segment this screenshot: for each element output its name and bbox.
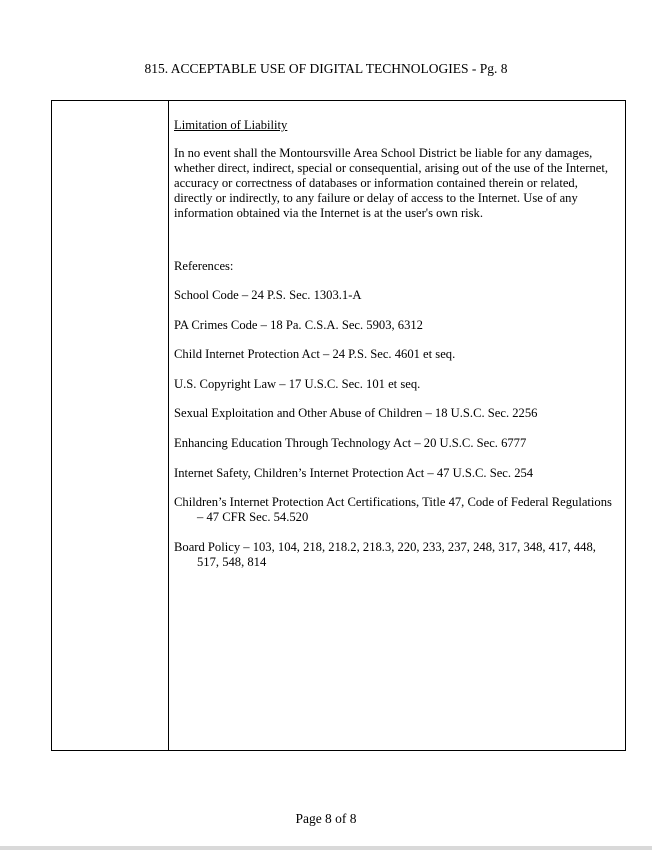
reference-item: Sexual Exploitation and Other Abuse of Children – 18 U.S.C. Sec. 2256	[174, 406, 538, 421]
reference-item: Children’s Internet Protection Act Certifications, Title 47, Code of Federal Regulations – 47 CFR Sec. 54.520	[174, 495, 612, 525]
reference-item: Enhancing Education Through Technology Act – 20 U.S.C. Sec. 6777	[174, 435, 527, 450]
page-bottom-divider	[0, 846, 652, 850]
content-table	[51, 100, 626, 751]
reference-item: U.S. Copyright Law – 17 U.S.C. Sec. 101 et seq.	[174, 376, 421, 391]
references-list	[174, 288, 617, 570]
main-content-column	[169, 101, 625, 750]
references-label: References:	[174, 259, 234, 273]
reference-item: School Code – 24 P.S. Sec. 1303.1-A	[174, 288, 362, 302]
section-heading: Limitation of Liability	[174, 118, 288, 132]
page-header-title: 815. ACCEPTABLE USE OF DIGITAL TECHNOLOGIES - Pg. 8	[144, 61, 508, 76]
reference-item: Child Internet Protection Act – 24 P.S. Sec. 4601 et seq.	[174, 347, 456, 362]
reference-item: Board Policy – 103, 104, 218, 218.2, 218.3, 220, 233, 237, 248, 317, 348, 417, 448, 517, 548, 814	[174, 539, 596, 569]
reference-item: PA Crimes Code – 18 Pa. C.S.A. Sec. 5903, 6312	[174, 317, 423, 332]
left-margin-column	[52, 101, 169, 750]
liability-paragraph: In no event shall the Montoursville Area School District be liable for any damages, whether direct, indirect, special or consequential, arising out of the use of the Internet, accuracy or correctness of databases or information contained therein or related, directly or indirectly, to any failure or delay of access to the Internet. Use of any information obtained via the Internet is at the user's own risk.	[174, 146, 608, 220]
reference-item: Internet Safety, Children’s Internet Protection Act – 47 U.S.C. Sec. 254	[174, 465, 534, 480]
page-number: Page 8 of 8	[295, 811, 357, 826]
